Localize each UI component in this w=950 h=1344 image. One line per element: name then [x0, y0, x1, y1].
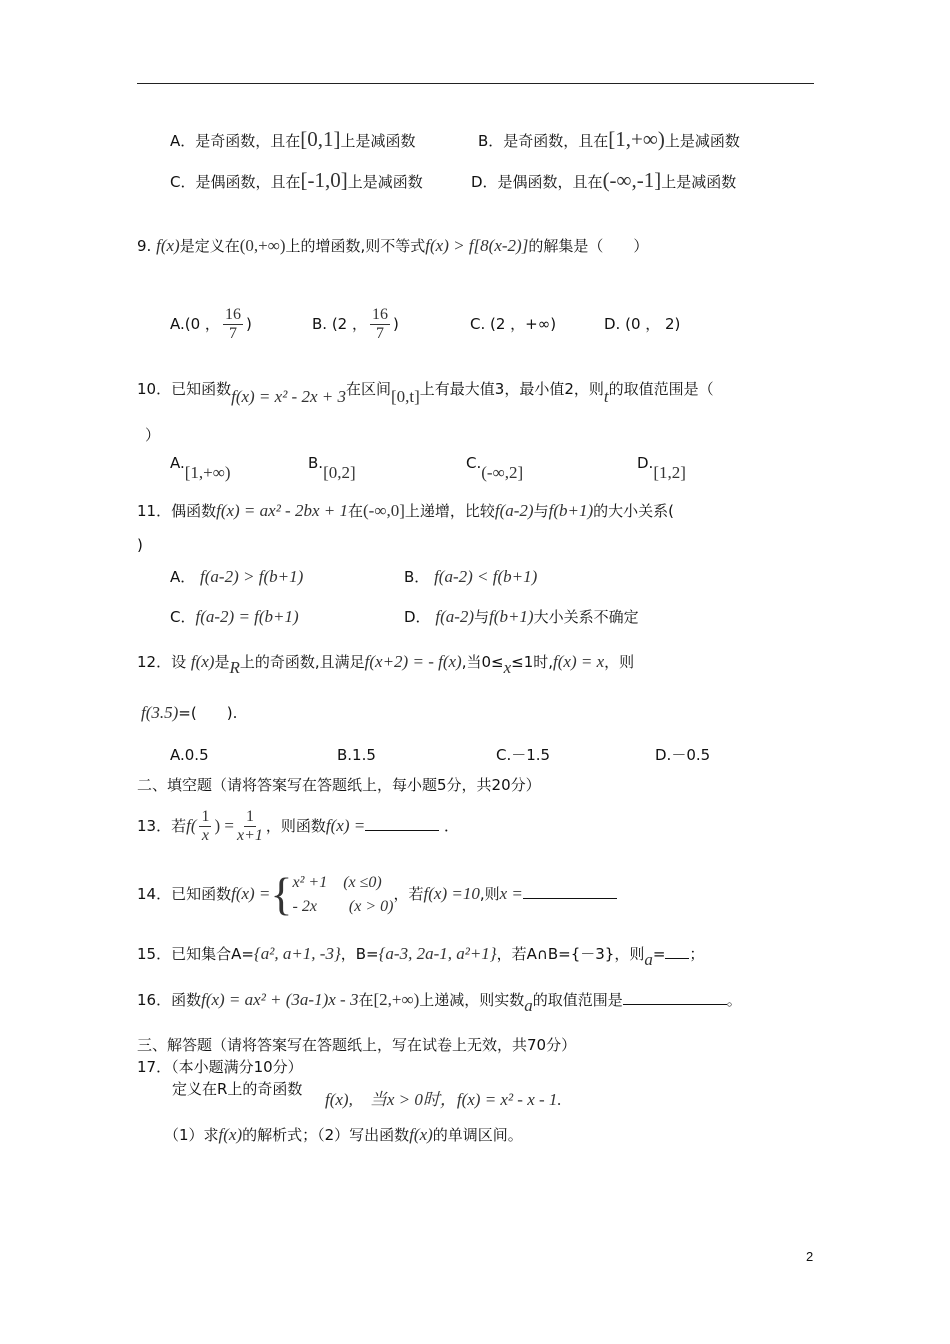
question-9: 9. f(x)是定义在(0,+∞)上的增函数,则不等式f(x) > f[8(x-2)]的解集是（ ） [137, 236, 649, 255]
question-15: 15．已知集合A={a², a+1, -3}，B={a-3, 2a-1, a²+1}，若A∩B={－3}，则a= ； [137, 944, 705, 969]
question-13: 13．若f( $\frac{1}{x}$ ) = $\frac{1}{x+1}$ ，则函数f(x) = ． [137, 808, 460, 844]
question-17-header: 17．（本小题满分10分） [137, 1058, 303, 1076]
fraction: $\frac{16}{7}$ [224, 306, 241, 342]
question-12-cont: f(3.5)=( ). [141, 703, 238, 722]
question-11: 11．偶函数f(x) = ax² - 2bx + 1在(-∞,0]上递增，比较f(a-2)与f(b+1)的大小关系( [137, 501, 674, 520]
question-12: 12．设 f(x)是R上的奇函数,且满足f(x+2) = - f(x),当0≤x≤1时,f(x) = x，则 [137, 652, 635, 677]
section-3-heading: 三、解答题（请将答案写在答题纸上，写在试卷上无效，共70分） [137, 1036, 577, 1054]
header-rule [137, 83, 814, 84]
answer-blank[interactable] [665, 944, 689, 959]
q11-option-c: C．f(a-2) = f(b+1) [170, 607, 299, 626]
q12-option-a: A.0.5 [170, 746, 209, 764]
answer-blank[interactable] [365, 816, 439, 831]
q10-option-c: C.(-∞,2] [466, 454, 524, 482]
q11-option-d: D． f(a-2)与f(b+1)大小关系不确定 [404, 607, 639, 626]
q11-option-b: B． f(a-2) < f(b+1) [404, 567, 538, 586]
question-16: 16．函数f(x) = ax² + (3a-1)x - 3在[2,+∞)上递减，则实数a的取值范围是 。 [137, 990, 742, 1015]
q8-option-d: D．是偶函数，且在(-∞,-1]上是减函数 [471, 168, 737, 192]
fraction: $\frac{16}{7}$ [372, 306, 388, 342]
q8-option-b: B．是奇函数，且在[1,+∞)上是减函数 [478, 127, 740, 151]
q12-option-d: D.－0.5 [655, 746, 711, 764]
section-2-heading: 二、填空题（请将答案写在答题纸上，每小题5分，共20分） [137, 776, 541, 794]
fraction: $\frac{1}{x+1}$ [236, 808, 263, 844]
answer-blank[interactable] [523, 884, 617, 899]
answer-blank[interactable] [623, 990, 727, 1005]
q9-option-b: B. (2 ， $\frac{16}{7}$ ) [312, 306, 399, 342]
q9-option-d: D. (0 ， 2) [604, 315, 681, 333]
question-10: 10．已知函数f(x) = x² - 2x + 3在区间[0,t]上有最大值3，最小值2，则t的取值范围是（ [137, 380, 714, 406]
q12-option-b: B.1.5 [337, 746, 376, 764]
q10-option-b: B.[0,2] [308, 454, 356, 482]
page-number: 2 [806, 1249, 814, 1264]
q9-option-a: A.(0 ， $\frac{16}{7}$ ) [170, 306, 252, 342]
question-17-formula: f(x), 当x > 0时，f(x) = x² - x - 1. [325, 1090, 562, 1109]
question-17-parts: （1）求f(x)的解析式；（2）写出函数f(x)的单调区间。 [164, 1125, 523, 1144]
question-17-statement: 定义在R上的奇函数 [172, 1080, 303, 1098]
q8-option-a: A．是奇函数，且在[0,1]上是减函数 [170, 127, 416, 151]
question-14: 14．已知函数f(x) ={ x² +1 (x ≤0) - 2x (x > 0) ，若f(x) =10,则x = [137, 868, 617, 920]
q11-option-a: A． f(a-2) > f(b+1) [170, 567, 304, 586]
q10-option-a: A.[1,+∞) [170, 454, 231, 482]
piecewise-definition: x² +1 (x ≤0) - 2x (x > 0) [292, 873, 394, 915]
q12-option-c: C.－1.5 [496, 746, 551, 764]
fraction: $\frac{1}{x}$ [201, 808, 210, 844]
q9-option-c: C. (2 ，+∞) [470, 315, 557, 333]
question-11-cont: ) [137, 536, 143, 554]
question-10-cont: ） [145, 426, 161, 444]
q8-option-c: C．是偶函数，且在[-1,0]上是减函数 [170, 168, 423, 192]
q10-option-d: D.[1,2] [637, 454, 686, 482]
